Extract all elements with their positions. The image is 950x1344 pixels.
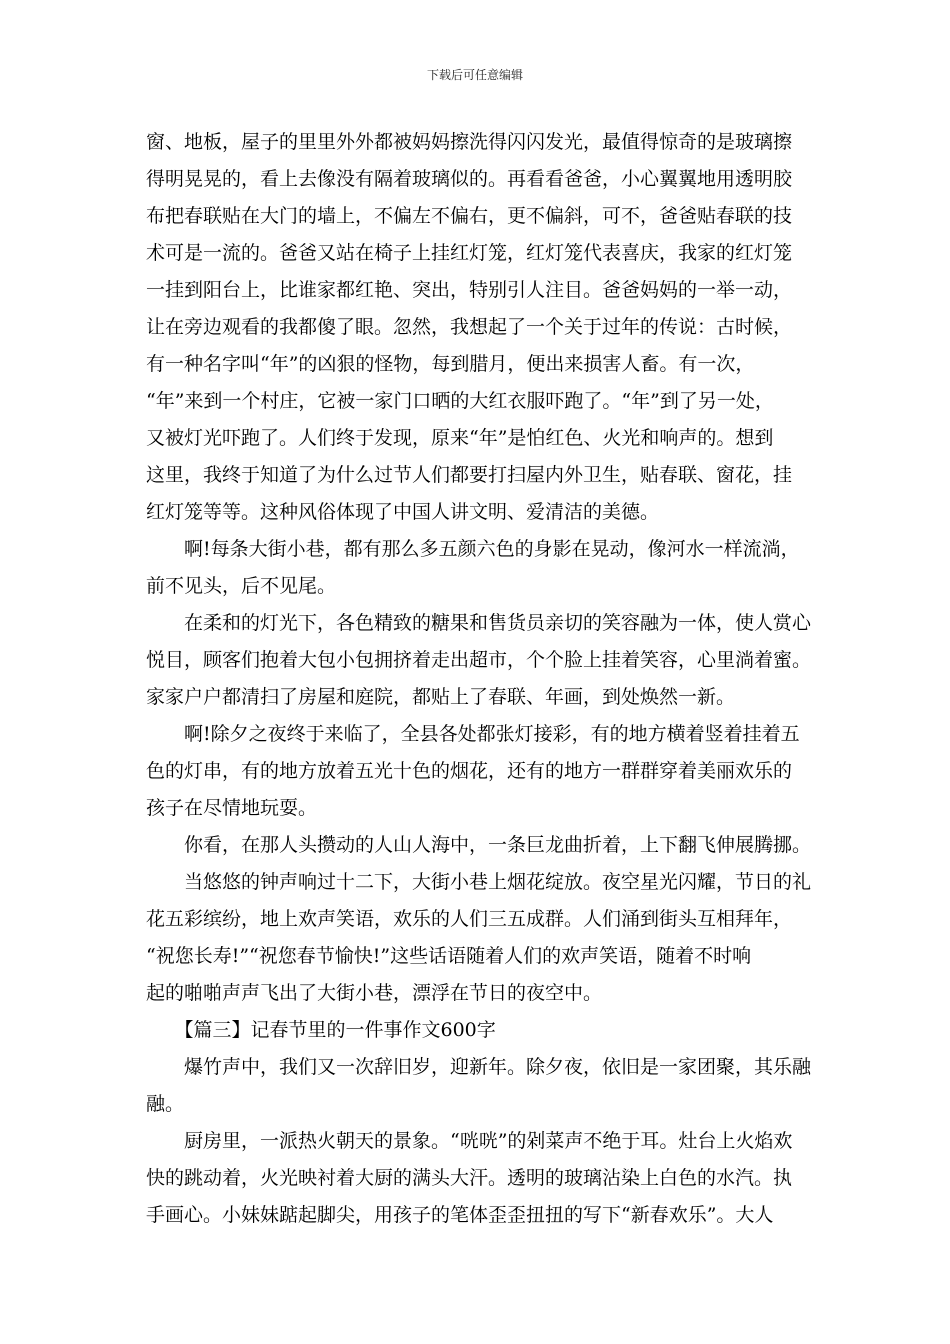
text-line: 一挂到阳台上，比谁家都红艳、突出，特别引人注目。爸爸妈妈的一举一动， (146, 279, 793, 301)
text-line: 色的灯串，有的地方放着五光十色的烟花，还有的地方一群群穿着美丽欢乐的 (146, 760, 793, 782)
text-line: 家家户户都清扫了房屋和庭院，都贴上了春联、年画，到处焕然一新。 (146, 686, 736, 708)
text-line: 孩子在尽情地玩耍。 (146, 797, 318, 819)
text-line: 起的啪啪声声飞出了大街小巷，漂浮在节日的夜空中。 (146, 982, 603, 1004)
text-line: 爆竹声中，我们又一次辞旧岁，迎新年。除夕夜，依旧是一家团聚，其乐融 (146, 1056, 812, 1078)
text-line: 啊!每条大街小巷，都有那么多五颜六色的身影在晃动，像河水一样流淌， (146, 538, 800, 560)
text-line: 又被灯光吓跑了。人们终于发现，原来“年”是怕红色、火光和响声的。想到 (146, 427, 774, 449)
page-header: 下载后可任意编辑 (426, 68, 523, 82)
text-line: 让在旁边观看的我都傻了眼。忽然，我想起了一个关于过年的传说：古时候， (146, 316, 793, 338)
text-line: 术可是一流的。爸爸又站在椅子上挂红灯笼，红灯笼代表喜庆，我家的红灯笼 (146, 242, 793, 264)
text-line: 悦目，顾客们抱着大包小包拥挤着走出超市，个个脸上挂着笑容，心里淌着蜜。 (146, 649, 812, 671)
text-line: 红灯笼等等。这种风俗体现了中国人讲文明、爱清洁的美德。 (146, 501, 660, 523)
text-line: 融。 (146, 1093, 185, 1115)
section-heading: 【篇三】记春节里的一件事作文600字 (146, 1019, 496, 1041)
text-line: 这里，我终于知道了为什么过节人们都要打扫屋内外卫生，贴春联、窗花，挂 (146, 464, 793, 486)
text-line: 前不见头，后不见尾。 (146, 575, 337, 597)
text-line: 手画心。小妹妹踮起脚尖，用孩子的笔体歪歪扭扭的写下“新春欢乐”。大人 (146, 1204, 774, 1226)
text-line: 得明晃晃的，看上去像没有隔着玻璃似的。再看看爸爸，小心翼翼地用透明胶 (146, 168, 793, 190)
text-line: “祝您长寿!”“祝您春节愉快!”这些话语随着人们的欢声笑语，随着不时响 (146, 945, 752, 967)
text-line: 窗、地板，屋子的里里外外都被妈妈擦洗得闪闪发光，最值得惊奇的是玻璃擦 (146, 131, 793, 153)
text-line: 你看，在那人头攒动的人山人海中，一条巨龙曲折着，上下翻飞伸展腾挪。 (146, 834, 812, 856)
text-line: 有一种名字叫“年”的凶狠的怪物，每到腊月，便出来损害人畜。有一次， (146, 353, 755, 375)
document-body (146, 124, 822, 1234)
text-line: 啊!除夕之夜终于来临了，全县各处都张灯接彩，有的地方横着竖着挂着五 (146, 723, 800, 745)
text-line: 当悠悠的钟声响过十二下，大街小巷上烟花绽放。夜空星光闪耀，节日的礼 (146, 871, 812, 893)
text-line: 布把春联贴在大门的墙上，不偏左不偏右，更不偏斜，可不，爸爸贴春联的技 (146, 205, 793, 227)
text-line: 花五彩缤纷，地上欢声笑语，欢乐的人们三五成群。人们涌到街头互相拜年， (146, 908, 793, 930)
text-line: “年”来到一个村庄，它被一家门口晒的大红衣服吓跑了。“年”到了另一处， (146, 390, 774, 412)
text-line: 在柔和的灯光下，各色精致的糖果和售货员亲切的笑容融为一体，使人赏心 (146, 612, 812, 634)
text-line: 厨房里，一派热火朝天的景象。“咣咣”的剁菜声不绝于耳。灶台上火焰欢 (146, 1130, 793, 1152)
text-line: 快的跳动着，火光映衬着大厨的满头大汗。透明的玻璃沾染上白色的水汽。执 (146, 1167, 793, 1189)
